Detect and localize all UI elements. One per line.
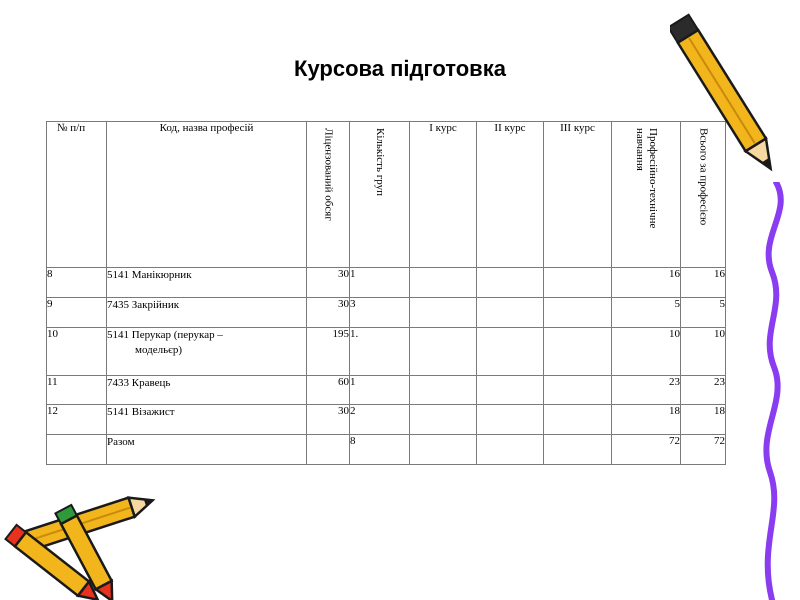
table-row <box>47 376 726 405</box>
cell-num <box>47 435 107 465</box>
header-groups-text: Кількість груп <box>374 128 386 197</box>
cell-licensed: 195 <box>307 328 350 376</box>
header-course-3: ІІІ курс <box>544 122 612 268</box>
cell-name <box>107 405 307 435</box>
cell-course-3 <box>544 298 612 328</box>
cell-num: 10 <box>47 328 107 376</box>
cell-total: 23 <box>681 376 726 405</box>
cell-course-3 <box>544 435 612 465</box>
pencil-stripe <box>689 38 755 143</box>
cell-name-text: 7435 Закрійник <box>107 299 180 311</box>
cell-groups: 3 <box>350 298 410 328</box>
cell-vocational: 18 <box>612 405 681 435</box>
cell-num: 12 <box>47 405 107 435</box>
cell-num: 9 <box>47 298 107 328</box>
cell-groups: 1 <box>350 268 410 298</box>
cell-num: 11 <box>47 376 107 405</box>
cell-licensed: 30 <box>307 298 350 328</box>
cell-groups: 1. <box>350 328 410 376</box>
header-groups <box>350 122 410 268</box>
cell-course-3 <box>544 268 612 298</box>
header-vocational-text: Професійно-технічне навчання <box>634 128 659 229</box>
total-row <box>47 435 726 465</box>
cell-total-label: Разом <box>107 435 307 465</box>
cell-licensed: 60 <box>307 376 350 405</box>
header-course-1: І курс <box>410 122 477 268</box>
header-licensed <box>307 122 350 268</box>
squiggle-line <box>748 182 800 600</box>
pencil-icon <box>670 2 782 188</box>
table-row <box>47 268 726 298</box>
header-total-text: Всього за професією <box>697 128 710 226</box>
cell-total: 18 <box>681 405 726 435</box>
cell-name-continuation: модельєр) <box>135 344 183 356</box>
cell-total: 5 <box>681 298 726 328</box>
header-num: № п/п <box>47 122 107 268</box>
cell-total: 10 <box>681 328 726 376</box>
table-row <box>47 298 726 328</box>
cell-vocational: 23 <box>612 376 681 405</box>
cell-course-1 <box>410 298 477 328</box>
cell-course-1 <box>410 328 477 376</box>
cell-course-1 <box>410 405 477 435</box>
header-code-name: Код, назва професій <box>107 122 307 268</box>
cell-vocational: 5 <box>612 298 681 328</box>
cell-course-3 <box>544 328 612 376</box>
cell-groups: 2 <box>350 405 410 435</box>
cell-total: 16 <box>681 268 726 298</box>
cell-name-text: 5141 Манікюрник <box>107 269 192 281</box>
cell-course-2 <box>477 376 544 405</box>
cell-num: 8 <box>47 268 107 298</box>
table-row <box>47 405 726 435</box>
cell-licensed: 30 <box>307 405 350 435</box>
cell-name-text: 5141 Візажист <box>107 406 175 418</box>
cell-name-text: 7433 Кравець <box>107 377 171 389</box>
header-course-2: ІІ курс <box>477 122 544 268</box>
pencil-icon <box>0 482 168 600</box>
squiggle-path <box>766 182 780 600</box>
cell-name <box>107 328 307 376</box>
table-row <box>47 328 726 376</box>
cell-course-2 <box>477 435 544 465</box>
header-row <box>47 122 726 268</box>
cell-licensed <box>307 435 350 465</box>
cell-course-1 <box>410 268 477 298</box>
cell-course-3 <box>544 376 612 405</box>
cell-course-2 <box>477 298 544 328</box>
page-title: Курсова підготовка <box>294 56 506 81</box>
cell-name <box>107 376 307 405</box>
cell-name <box>107 298 307 328</box>
cell-grand-total: 72 <box>681 435 726 465</box>
header-licensed-text: Ліцензований обсяг <box>322 128 335 221</box>
cell-course-3 <box>544 405 612 435</box>
cell-course-2 <box>477 328 544 376</box>
pencil-body-group <box>670 15 781 175</box>
pencil-wood <box>129 491 156 517</box>
cell-vocational: 10 <box>612 328 681 376</box>
cell-licensed: 30 <box>307 268 350 298</box>
course-table <box>46 121 726 465</box>
cell-course-1 <box>410 435 477 465</box>
cell-course-2 <box>477 268 544 298</box>
cell-course-1 <box>410 376 477 405</box>
cell-name-text: 5141 Перукар (перукар – <box>107 329 223 341</box>
cell-vocational: 16 <box>612 268 681 298</box>
cell-name <box>107 268 307 298</box>
cell-groups: 1 <box>350 376 410 405</box>
cell-groups-total: 8 <box>350 435 410 465</box>
cell-vocational-total: 72 <box>612 435 681 465</box>
cell-course-2 <box>477 405 544 435</box>
